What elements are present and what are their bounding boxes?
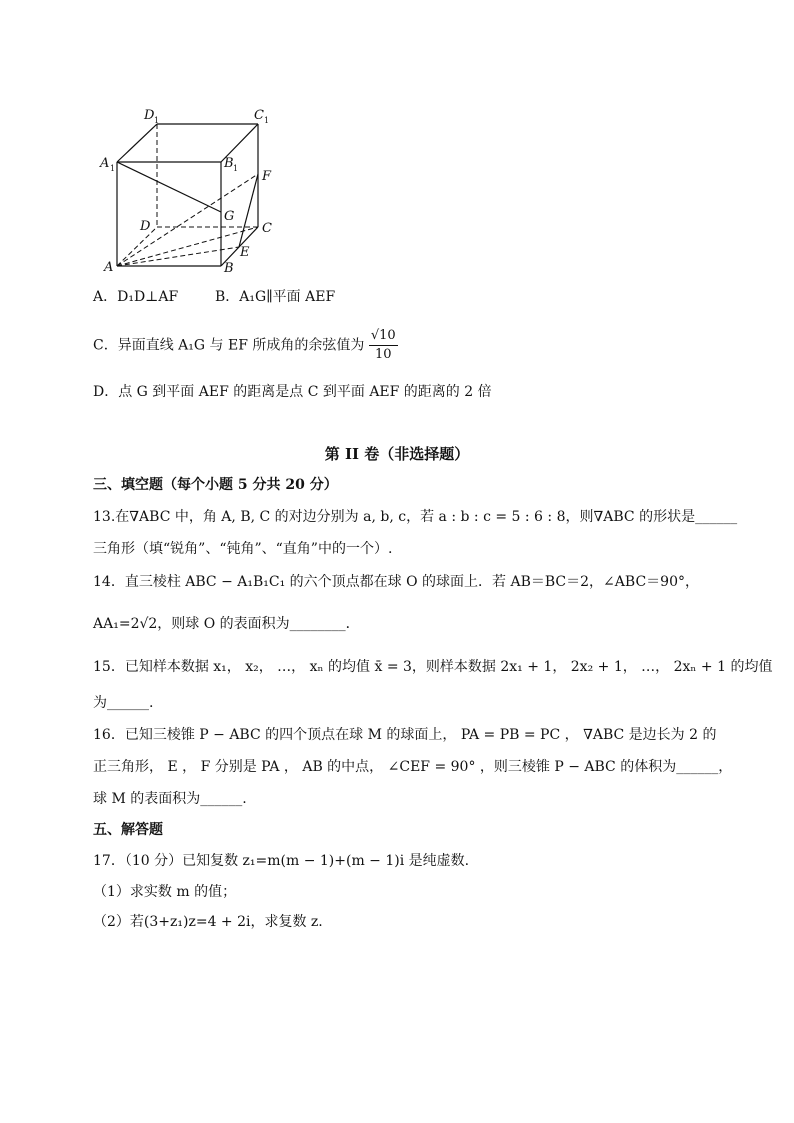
option-d: D．点 G 到平面 AEF 的距离是点 C 到平面 AEF 的距离的 2 倍	[93, 384, 492, 400]
q17-stem: 17．（10 分）已知复数 z₁=m(m − 1)+(m − 1)i 是纯虚数.	[93, 853, 470, 869]
section-title: 第 II 卷（非选择题）	[324, 445, 470, 463]
label-e: E	[240, 245, 250, 260]
label-a1: A	[100, 156, 110, 171]
label-g: G	[224, 209, 235, 224]
q14-line1: 14．直三棱柱 ABC − A₁B₁C₁ 的六个顶点都在球 O 的球面上．若 AB＝BC＝2，∠ABC＝90°，	[93, 574, 699, 590]
label-d: D	[140, 219, 151, 234]
label-a: A	[104, 260, 114, 275]
label-f: F	[262, 169, 272, 184]
q16-line3: 球 M 的表面积为______.	[93, 791, 247, 807]
q16-line1: 16．已知三棱锥 P − ABC 的四个顶点在球 M 的球面上， PA = PB = PC ， ∇ABC 是边长为 2 的	[93, 727, 717, 743]
q14-line2: AA₁=2√2，则球 O 的表面积为________．	[93, 616, 360, 632]
label-sub: 1	[154, 116, 160, 125]
q17-part1: （1）求实数 m 的值；	[93, 884, 237, 900]
label-sub: 1	[264, 116, 270, 125]
label-sub: 1	[233, 164, 239, 173]
label-c: C	[262, 221, 272, 236]
q15-line2: 为______.	[93, 695, 154, 711]
label-c1: C	[254, 108, 264, 123]
fraction-sqrt10-over-10	[369, 327, 398, 364]
q17-part2: （2）若(3+z₁)z=4 + 2i，求复数 z.	[93, 914, 323, 930]
option-c-text: C．异面直线 A₁G 与 EF 所成角的余弦值为	[93, 337, 365, 354]
label-d1: D	[144, 108, 155, 123]
fraction-numerator: √10	[369, 327, 398, 346]
section3-heading: 三、填空题（每个小题 5 分共 20 分）	[93, 477, 338, 493]
q16-line2: 正三角形， E ， F 分别是 PA ， AB 的中点， ∠CEF = 90° ，则三棱锥 P − ABC 的体积为______，	[93, 759, 733, 775]
label-sub: 1	[110, 164, 116, 173]
section5-heading: 五、解答题	[93, 822, 163, 838]
label-b: B	[224, 261, 234, 276]
option-c	[93, 327, 398, 364]
q13-line2: 三角形（填“锐角”、“钝角”、“直角”中的一个）.	[93, 541, 393, 557]
fraction-denominator: 10	[374, 347, 392, 362]
q13-line1: 13.在∇ABC 中，角 A, B, C 的对边分别为 a, b, c，若 a : b : c = 5 : 6 : 8，则∇ABC 的形状是______	[93, 509, 738, 525]
q15-line1: 15．已知样本数据 x₁， x₂， …， xₙ 的均值 x̄ = 3，则样本数据 2x₁ + 1， 2x₂ + 1， …， 2xₙ + 1 的均值	[93, 659, 773, 675]
cube-figure	[0, 0, 794, 280]
option-b: B．A₁G∥平面 AEF	[215, 289, 336, 305]
option-a: A．D₁D⊥AF	[93, 289, 179, 305]
label-b1: B	[224, 156, 234, 171]
